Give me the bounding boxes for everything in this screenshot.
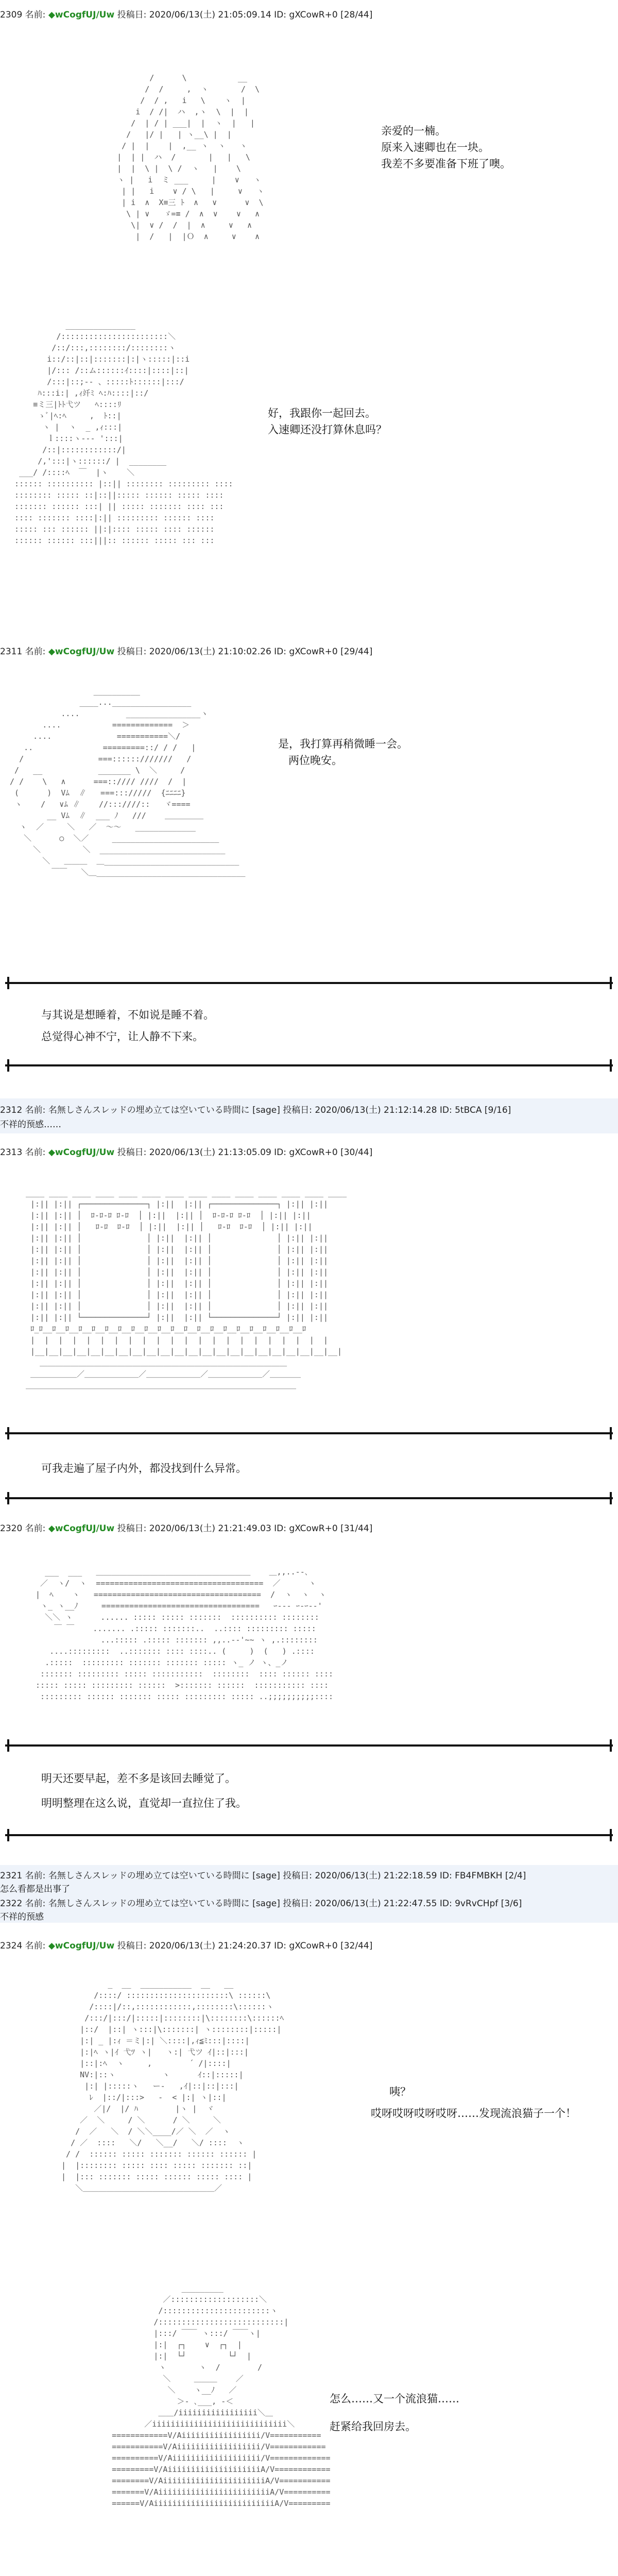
dialog-line: 哎呀哎呀哎呀哎呀……发现流浪猫子一个！ <box>371 2107 576 2120</box>
post-number: 2324 <box>0 1941 23 1951</box>
divider-tick-right <box>610 1427 612 1439</box>
dialog-line: 好，我跟你一起回去。 <box>268 407 376 419</box>
post-date: 2020/06/13(土) 21:22:18.59 <box>315 1871 437 1881</box>
dialog-lines-2309-a <box>381 123 511 172</box>
date-label: 投稿日: <box>117 1941 147 1951</box>
dialog-line: 是，我打算再稍微睡一会。 <box>278 738 408 750</box>
ascii-art-character-d: _________ ／:::::::::::::::::::＼ /:::::::::::::::::::::::ヽ /:::::::::::::::::::::::::::| |:::/ ￣￣ ヽ:::/ ￣￣ヽ| |:| ┌┐ ∨ ┌┐ | |:| └┘ └┘ | ヽ ヽ / / ＼ ＿＿＿ ／ ＼ ヽ__ﾉ ／ ＞‐ ､___, ‐＜ ＿＿/iiiiiiiiiiiiiiiii＼＿ ／iiiiiiiiiiiiiiiiiiiiiiiiiiiii＼ ============V/Aiiiiiiiiiiiiiiiii/V=========== ===========V/Aiiiiiiiiiiiiiiiiii/V============ ==========V/Aiiiiiiiiiiiiiiiiiii/V============= =========V/AiiiiiiiiiiiiiiiiiiiiA/V============ ========V/AiiiiiiiiiiiiiiiiiiiiiiA/V=========== =======V/AiiiiiiiiiiiiiiiiiiiiiiiiA/V========== ======V/AiiiiiiiiiiiiiiiiiiiiiiiiiiA/V========= <box>112 2283 331 2508</box>
user-id[interactable]: gXCowR+0 <box>289 1941 338 1951</box>
divider-tick-right <box>610 1739 612 1752</box>
post-number: 2313 <box>0 1147 23 1158</box>
dialog-line: 怎么……又一个流浪猫…… <box>330 2393 459 2405</box>
post-counter: [3/6] <box>501 1899 522 1909</box>
name-label: 名前: <box>25 1941 46 1951</box>
poster-name[interactable]: ◆wCogfUJ/Uw <box>48 10 115 20</box>
id-label: ID: <box>439 1105 452 1115</box>
post-header-2309 <box>0 7 372 20</box>
dialog-lines-2324-a <box>371 2083 576 2122</box>
dialog-lines-2324-b <box>330 2391 459 2435</box>
ascii-art-character-b: _______________ /:::::::::::::::::::::::＼ /::/:::,::::::::/::::::::ヽ i::/::|::|:::::::|:|ヽ:::::|::i |/::: /::ム::::::ｲ::::|::::|::| /:::|::;-‐ 、:::::ﾄ::::::|:::/ ﾊ:::i:| ,ｨ竏ﾐ ﾍ:ﾊ::::|::/ ≡ミ三|ﾄﾄ弋ツ ﾍ::::ﾘ ゝﾞ|ﾍ:ﾍ , ﾄ::| ヽ | ヽ _ ,ｨ:::| ｌ::::ヽ‐‐‐ ':::| /::|::::::::::::/| /,':::|ヽ::::::/ | ________ ___/ /::::ﾍ ￣ |ヽ ＼ :::::: :::::::::: |::|| :::::::: ::::::::: :::: :::::::: ::::: ::|::||::::: :::::: ::::: :::: ::::::: :::::: :::| || ::::: ::::::: :::: ::: :::: ::::::: ::::|:|| ::::::::: :::::: :::: ::::: ::: :::::: ||:|:::: ::::: :::: :::::: :::::: :::::: :::|||:: :::::: ::::: ::: ::: <box>14 320 233 545</box>
user-id[interactable]: gXCowR+0 <box>289 1147 338 1158</box>
user-id[interactable]: FB4FMBKH <box>455 1871 503 1881</box>
ascii-art-room-windows: ____ ____ ____ ____ ____ ____ ____ ____ ____ ____ ____ ____ ____ ____ |:|| |:|| ┌──────────────┐ |:|| |:|| ┌──────────────┐ |:|| |:|| |:|| |:|| │ ﾛ-ﾛ-ﾛ ﾛ-ﾛ │ |:|| |:|| │ ﾛ-ﾛ-ﾛ ﾛ-ﾛ │ |:|| |:|| |:|| |:|| │ ﾛ-ﾛ ﾛ-ﾛ │ |:|| |:|| │ ﾛ-ﾛ ﾛ-ﾛ │ |:|| |:|| |:|| |:|| │ │ |:|| |:|| │ │ |:|| |:|| |:|| |:|| │ │ |:|| |:|| │ │ |:|| |:|| |:|| |:|| │ │ |:|| |:|| │ │ |:|| |:|| |:|| |:|| │ │ |:|| |:|| │ │ |:|| |:|| |:|| |:|| │ │ |:|| |:|| │ │ |:|| |:|| |:|| |:|| │ │ |:|| |:|| │ │ |:|| |:|| |:|| |:|| │ │ |:|| |:|| │ │ |:|| |:|| |:|| |:|| └──────────────┘ |:|| |:|| └──────────────┘ |:|| |:|| ﾛ_ﾛ__ﾛ__ﾛ__ﾛ__ﾛ__ﾛ__ﾛ__ﾛ__ﾛ__ﾛ__ﾛ__ﾛ__ﾛ__ﾛ__ﾛ__ﾛ__ﾛ__ﾛ__ﾛ__ﾛ__ﾛ | | | | | | | | | | | | | | | | | | | | | | |__|__|__|__|__|__|__|__|__|__|__|__|__|__|__|__|__|__|__|__|__|__| ＿＿＿＿＿＿＿＿＿＿＿＿＿＿＿＿＿＿＿＿＿＿＿＿＿＿＿＿＿＿＿＿ ＿＿＿＿＿＿／＿＿＿＿＿＿＿／＿＿＿＿＿＿＿／＿＿＿＿＿＿＿／＿＿＿＿ ＿＿＿＿＿＿＿＿＿＿＿＿＿＿＿＿＿＿＿＿＿＿＿＿＿＿＿＿＿＿＿＿＿＿＿ <box>26 1188 347 1390</box>
date-label: 投稿日: <box>283 1871 312 1881</box>
name-label: 名前: <box>25 1523 46 1534</box>
dialog-line: 原来入速卿也在一块。 <box>381 141 489 154</box>
date-label: 投稿日: <box>117 10 147 20</box>
dialog-line: 可我走遍了屋子内外，都没找到什么异常。 <box>41 1462 247 1475</box>
divider-line <box>5 1497 613 1499</box>
poster-name[interactable]: ◆wCogfUJ/Uw <box>48 647 115 657</box>
user-id[interactable]: 9vRvCHpf <box>455 1899 499 1909</box>
post-counter: [31/44] <box>340 1523 373 1534</box>
post-date: 2020/06/13(土) 21:05:09.14 <box>149 10 271 20</box>
id-label: ID: <box>439 1871 452 1881</box>
date-label: 投稿日: <box>117 1147 147 1158</box>
post-counter: [29/44] <box>340 647 373 657</box>
post-number: 2309 <box>0 10 23 20</box>
reply-body: 不祥的预感…… <box>0 1120 61 1130</box>
divider-tick-right <box>610 1829 612 1841</box>
id-label: ID: <box>274 1523 287 1534</box>
post-date: 2020/06/13(土) 21:21:49.03 <box>149 1523 271 1534</box>
user-id[interactable]: 5tBCA <box>455 1105 482 1115</box>
poster-name[interactable]: ◆wCogfUJ/Uw <box>48 1147 115 1158</box>
post-number: 2311 <box>0 647 23 657</box>
post-header-2320 <box>0 1521 372 1534</box>
post-header-2322 <box>0 1896 522 1909</box>
poster-name[interactable]: 名無しさんスレッドの埋め立ては空いている時間に <box>48 1899 250 1909</box>
post-date: 2020/06/13(土) 21:10:02.26 <box>149 647 271 657</box>
post-header-2312 <box>0 1103 511 1115</box>
dialog-line: 与其说是想睡着，不如说是睡不着。 <box>41 1009 214 1021</box>
sage-tag: [sage] <box>252 1871 280 1881</box>
post-date: 2020/06/13(土) 21:22:47.55 <box>315 1899 437 1909</box>
post-header-2313 <box>0 1145 372 1158</box>
poster-name[interactable]: ◆wCogfUJ/Uw <box>48 1941 115 1951</box>
user-id[interactable]: gXCowR+0 <box>289 647 338 657</box>
divider-line <box>5 1744 613 1747</box>
post-counter: [28/44] <box>340 10 373 20</box>
post-number: 2320 <box>0 1523 23 1534</box>
id-label: ID: <box>274 647 287 657</box>
poster-name[interactable]: 名無しさんスレッドの埋め立ては空いている時間に <box>48 1105 250 1115</box>
name-label: 名前: <box>25 1899 46 1909</box>
name-label: 名前: <box>25 647 46 657</box>
ascii-art-bedroom: ___ ___ ＿＿＿＿＿＿＿＿＿＿＿＿＿＿＿＿＿＿＿＿ ＿,,..--､ ／ ヽ/ ヽ ==================================== ／ ヽ | ﾍ ヽ ==================================== / ヽ ヽ ヽ ヽ_ ヽ__ﾉ ================================== ｰ--- ｰ-ｰ--' ＼＼ ヽ ...... ::::: ::::: ::::::: :::::::::: :::::::: ￣ ￣ ....... .::::: :::::::.. ..:::: ::::::::: ::::: ...::::: .::::: ::::::: ,,..-‐'~~ ヽ ,.:::::::: ....::::::::: ..::::::: :::: ::::.. ( ) ( ) .:::: .::::: ::::::::: ::::::: ::::::: ::::: ヽ_ ノ ヽ、_ノ ::::::: ::::::::: ::::: ::::::::::: :::::::: :::: :::::: :::: ::::: ::::: ::::::::: :::::: >::::::: :::::: ::::::::::: :::: ::::::::: :::::: ::::::: ::::: ::::::::: ::::: ..;;;;;;;;;;:::: <box>36 1567 333 1701</box>
post-number: 2312 <box>0 1105 23 1115</box>
divider-tick-right <box>610 977 612 989</box>
dialog-lines-2320-a <box>41 1770 247 1811</box>
name-label: 名前: <box>25 1105 46 1115</box>
divider-line <box>5 1064 613 1066</box>
id-label: ID: <box>274 1941 287 1951</box>
divider-line <box>5 1834 613 1836</box>
post-counter: [2/4] <box>505 1871 526 1881</box>
poster-name[interactable]: 名無しさんスレッドの埋め立ては空いている時間に <box>48 1871 250 1881</box>
date-label: 投稿日: <box>283 1899 312 1909</box>
dialog-line: 明天还要早起，差不多是该回去睡觉了。 <box>41 1772 236 1785</box>
post-header-2311 <box>0 644 372 657</box>
post-date: 2020/06/13(土) 21:13:05.09 <box>149 1147 271 1158</box>
user-id[interactable]: gXCowR+0 <box>289 1523 338 1534</box>
post-counter: [30/44] <box>340 1147 373 1158</box>
divider-line <box>5 982 613 984</box>
divider-line <box>5 1432 613 1434</box>
poster-name[interactable]: ◆wCogfUJ/Uw <box>48 1523 115 1534</box>
dialog-lines-2309-b <box>268 405 387 438</box>
divider-tick-left <box>7 1427 9 1439</box>
dialog-line: 亲爱的一楠。 <box>381 125 446 137</box>
dialog-lines-2313-a <box>41 1460 247 1477</box>
dialog-line: 明明整理在这么说，直觉却一直拉住了我。 <box>41 1797 247 1809</box>
ascii-art-character-c: _ __ ___________ __ __ /::::/ ::::::::::::::::::::::\ ::::::\ /::::|/::,::::::::::::,::::::::\::::::ヽ /:::/|:::/|:::::|::::::::|\::::::::\::::::ﾍ |::/ |::| ヽ:::|\:::::::| ヽ::::::::|:::::| |:| _ |:ｨ ＝ミ|:| ＼::::|,ｨ≦ﾐ:::|::::| |:|ﾍ ヽ|ｲ 弋ﾂ ヽ| ヽ:| 弋ツ ｲ|::|:::| |::|:ﾍ ヽ , ´ /|::::| NV:|::ヽ ヽ ｲ::|:::::| |:| |:::::ヽ ー‐ ,ｲ|::|::|:::| ﾚ |::/|:::> - < |:| ヽ|::| ／|/ |/ ﾊ |ヽ | ヾ ／ ＼ / ＼ / ＼ ＼ / ／ ＼ / ＼＼____/／ ＼ ／ ヽ / ／ :::: ＼/ ＼__/ ＼/ :::: ヽ / / :::::: ::::: ::::::: :::::: :::::: | | |:::::::: ::::: :::: ::::: ::::::: ::| | |::: ::::::: ::::: :::::: ::::: :::: | ＼＿＿＿＿＿＿＿＿＿＿＿＿＿＿＿＿＿／ <box>61 1979 284 2193</box>
ascii-art-witch-a: / \ __ / / , ヽ / \ / / , i \ ヽ | i / /| ハ ,ヽ \ | | / | / | ___| | ヽ | | / |/ | | ヽ__\ | | / | | | ,__ ヽ ヽ ヽ | | | ハ / | | \ | | \ | \ / ヽ | \ ヽ | i ミ ___ | ∨ ヽ | | i ∨ / \ | ∨ ヽ | i ∧ X≡三 ﾄ ∧ ∨ ∨ \ \ | ∨ ゞ=≡ / ∧ ∨ ∨ ∧ \| ∨ / / | ∧ ∨ ∧ | / | |Ｏ ∧ ∨ ∧ <box>117 73 265 241</box>
date-label: 投稿日: <box>117 647 147 657</box>
divider-tick-left <box>7 1829 9 1841</box>
post-number: 2322 <box>0 1899 23 1909</box>
dialog-line: 两位晚安。 <box>288 754 342 767</box>
name-label: 名前: <box>25 1147 46 1158</box>
ascii-art-sleeping-figure: __________ ____..._________________ .... ________________ヽ .... ============= ＞ .... ===========＼/ .. =========::/ / / | / ===:::::://///// / / __ _______ \ ＼ / / / \ ∧ ===:://// //// / | ( ) Vﾑ ∥ ===:::///// {ﾆﾆﾆﾆ} ヽ / ∨ﾑ ∥ //:::////:: ヾ==== __ Vﾑ ∥ ___ ﾉ /// ＿＿＿＿＿ ヽ ／ ＼ ／ ～～ _____________ ＼ ○ ＼／ _______________________ ＼ ＼ ___________________________ ＼ ＿＿＿ ＿_____________________________ ￣￣ ＼＿________________________________ <box>10 686 246 877</box>
post-date: 2020/06/13(土) 21:12:14.28 <box>315 1105 437 1115</box>
post-counter: [9/16] <box>484 1105 511 1115</box>
dialog-line: 赶紧给我回房去。 <box>330 2420 416 2433</box>
divider-tick-left <box>7 1492 9 1504</box>
dialog-line: 我差不多要准备下班了噢。 <box>381 158 511 170</box>
dialog-line: 入速卿还没打算休息吗？ <box>268 423 387 436</box>
sage-tag: [sage] <box>252 1105 280 1115</box>
sage-tag: [sage] <box>252 1899 280 1909</box>
post-header-2321 <box>0 1868 526 1881</box>
name-label: 名前: <box>25 10 46 20</box>
dialog-lines-2311-a <box>278 736 408 769</box>
name-label: 名前: <box>25 1871 46 1881</box>
post-counter: [32/44] <box>340 1941 373 1951</box>
dialog-lines-2311-b <box>41 1007 214 1045</box>
id-label: ID: <box>274 10 287 20</box>
dialog-line: 咦？ <box>389 2086 411 2098</box>
post-date: 2020/06/13(土) 21:24:20.37 <box>149 1941 271 1951</box>
post-header-2324 <box>0 1938 372 1951</box>
post-number: 2321 <box>0 1871 23 1881</box>
reply-body: 怎么看都是出事了 <box>0 1884 70 1894</box>
id-label: ID: <box>439 1899 452 1909</box>
divider-tick-right <box>610 1059 612 1072</box>
divider-tick-right <box>610 1492 612 1504</box>
user-id[interactable]: gXCowR+0 <box>289 10 338 20</box>
id-label: ID: <box>274 1147 287 1158</box>
reply-body: 不祥的预感 <box>0 1912 44 1922</box>
dialog-line: 总觉得心神不宁，让人静不下来。 <box>41 1030 203 1043</box>
divider-tick-left <box>7 977 9 989</box>
divider-tick-left <box>7 1059 9 1072</box>
divider-tick-left <box>7 1739 9 1752</box>
date-label: 投稿日: <box>283 1105 312 1115</box>
date-label: 投稿日: <box>117 1523 147 1534</box>
